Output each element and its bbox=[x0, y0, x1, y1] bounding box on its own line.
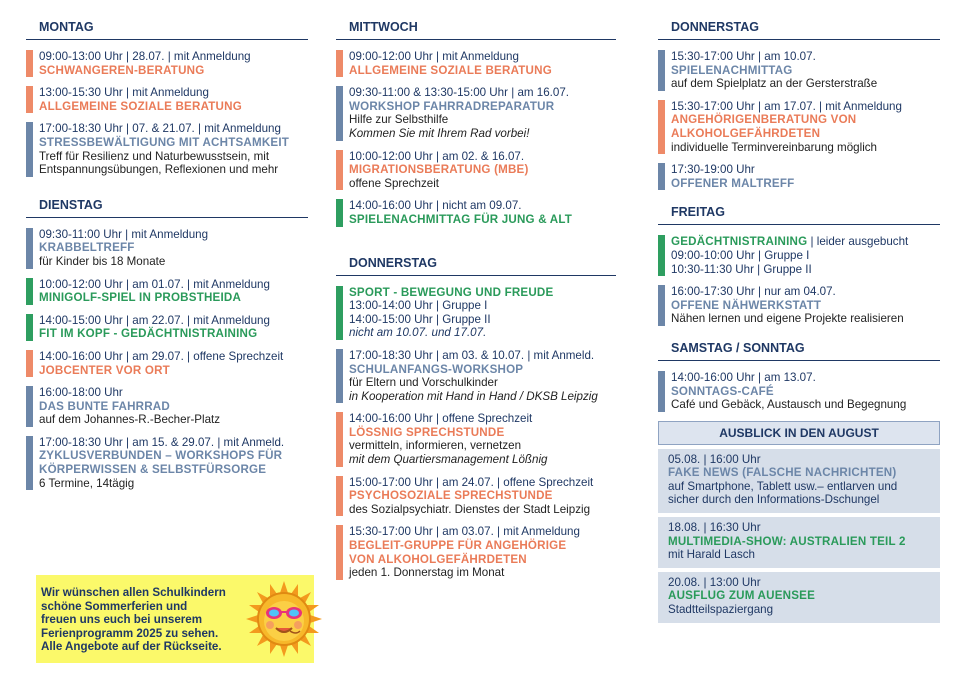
event-title: ALLGEMEINE SOZIALE BERATUNG bbox=[39, 99, 242, 113]
event-desc: 14:00-15:00 Uhr | Gruppe II bbox=[349, 312, 491, 326]
banner-text bbox=[41, 586, 246, 654]
event-time: 16:00-18:00 Uhr bbox=[39, 386, 123, 400]
event-entry bbox=[26, 350, 308, 377]
event-title: PSYCHOSOZIALE SPRECHSTUNDE bbox=[349, 489, 553, 503]
event-desc: Entspannungsübungen, Reflexionen und mehr bbox=[39, 163, 279, 177]
color-bar bbox=[26, 228, 33, 269]
day-heading-dienstag: DIENSTAG bbox=[26, 192, 308, 218]
event-entry bbox=[336, 286, 616, 340]
event-time: 16:00-17:30 Uhr | nur am 04.07. bbox=[671, 285, 836, 299]
event-title: FIT IM KOPF - GEDÄCHTNISTRAINING bbox=[39, 327, 258, 341]
event-title: OFFENER MALTREFF bbox=[671, 176, 795, 190]
event-desc: 09:00-10:00 Uhr | Gruppe I bbox=[671, 248, 810, 262]
event-title: DAS BUNTE FAHRRAD bbox=[39, 399, 170, 413]
august-desc: sicher durch den Informations-Dschungel bbox=[668, 493, 880, 507]
event-time: 09:00-12:00 Uhr | mit Anmeldung bbox=[349, 50, 519, 63]
event-time: 09:00-13:00 Uhr | 28.07. | mit Anmeldung bbox=[39, 50, 251, 63]
color-bar bbox=[26, 386, 33, 427]
event-title: SPIELENACHMITTAG FÜR JUNG & ALT bbox=[349, 212, 573, 226]
banner-line: Ferienprogramm 2025 zu sehen. bbox=[41, 626, 219, 640]
column-left bbox=[26, 14, 308, 499]
event-entry bbox=[26, 314, 308, 341]
event-time: 17:30-19:00 Uhr bbox=[671, 163, 755, 177]
color-bar bbox=[26, 122, 33, 176]
event-title: LÖSSNIG SPRECHSTUNDE bbox=[349, 425, 505, 439]
event-time: 14:00-15:00 Uhr | am 22.07. | mit Anmeldung bbox=[39, 313, 270, 327]
event-desc: Café und Gebäck, Austausch und Begegnung bbox=[671, 398, 907, 412]
event-title: MINIGOLF-SPIEL IN PROBSTHEIDA bbox=[39, 291, 242, 305]
august-date: 18.08. | 16:30 Uhr bbox=[668, 521, 761, 535]
color-bar bbox=[336, 349, 343, 403]
event-entry bbox=[336, 150, 616, 191]
event-title: SCHULANFANGS-WORKSHOP bbox=[349, 362, 524, 376]
event-desc: 6 Termine, 14tägig bbox=[39, 476, 135, 490]
color-bar bbox=[336, 412, 343, 466]
color-bar bbox=[26, 350, 33, 377]
event-title: VON ALKOHOLGEFÄHRDETEN bbox=[349, 552, 527, 566]
color-bar bbox=[26, 278, 33, 305]
august-title: MULTIMEDIA-SHOW: AUSTRALIEN TEIL 2 bbox=[668, 534, 906, 548]
event-desc: Hilfe zur Selbsthilfe bbox=[349, 113, 449, 127]
august-date: 05.08. | 16:00 Uhr bbox=[668, 452, 761, 466]
august-title: FAKE NEWS (FALSCHE NACHRICHTEN) bbox=[668, 466, 897, 480]
event-title: STRESSBEWÄLTIGUNG MIT ACHTSAMKEIT bbox=[39, 135, 290, 149]
event-title: SPIELENACHMITTAG bbox=[671, 63, 793, 77]
event-time: 10:00-12:00 Uhr | am 01.07. | mit Anmeldung bbox=[39, 277, 270, 291]
event-title: ZYKLUSVERBUNDEN – WORKSHOPS FÜR bbox=[39, 449, 283, 463]
event-time: 15:30-17:00 Uhr | am 10.07. bbox=[671, 50, 816, 63]
event-entry bbox=[658, 235, 940, 276]
event-title: KÖRPERWISSEN & SELBSTFÜRSORGE bbox=[39, 463, 267, 477]
event-title: WORKSHOP FAHRRADREPARATUR bbox=[349, 99, 555, 113]
event-title: SCHWANGEREN-BERATUNG bbox=[39, 63, 205, 77]
event-time: 10:00-12:00 Uhr | am 02. & 16.07. bbox=[349, 149, 525, 163]
event-desc: jeden 1. Donnerstag im Monat bbox=[349, 566, 505, 580]
day-heading-montag: MONTAG bbox=[26, 14, 308, 40]
day-heading-donnerstag: DONNERSTAG bbox=[336, 250, 616, 276]
color-bar bbox=[336, 86, 343, 140]
august-outlook-heading: AUSBLICK IN DEN AUGUST bbox=[658, 421, 940, 445]
event-entry bbox=[336, 199, 616, 226]
color-bar bbox=[658, 163, 665, 190]
color-bar bbox=[26, 50, 33, 77]
august-item bbox=[658, 517, 940, 568]
event-time: 14:00-16:00 Uhr | am 13.07. bbox=[671, 370, 816, 384]
event-entry bbox=[336, 86, 616, 140]
event-desc: vermitteln, informieren, vernetzen bbox=[349, 439, 522, 453]
event-time: 09:30-11:00 & 13:30-15:00 Uhr | am 16.07. bbox=[349, 86, 570, 100]
event-title: MIGRATIONSBERATUNG (MBE) bbox=[349, 163, 529, 177]
august-date: 20.08. | 13:00 Uhr bbox=[668, 575, 761, 589]
event-time: 14:00-16:00 Uhr | offene Sprechzeit bbox=[349, 412, 533, 426]
event-time: 14:00-16:00 Uhr | am 29.07. | offene Sprechzeit bbox=[39, 349, 284, 363]
event-desc: auf dem Johannes-R.-Becher-Platz bbox=[39, 413, 221, 427]
color-bar bbox=[336, 50, 343, 77]
day-heading-freitag: FREITAG bbox=[658, 199, 940, 225]
event-title: JOBCENTER VOR ORT bbox=[39, 363, 170, 377]
event-entry bbox=[26, 50, 308, 77]
event-desc: Nähen lernen und eigene Projekte realisieren bbox=[671, 312, 904, 326]
event-time: 09:30-11:00 Uhr | mit Anmeldung bbox=[39, 227, 209, 241]
event-desc: in Kooperation mit Hand in Hand / DKSB Leipzig bbox=[349, 389, 598, 403]
event-time: 15:30-17:00 Uhr | am 17.07. | mit Anmeldung bbox=[671, 99, 902, 113]
column-right bbox=[658, 14, 940, 627]
event-title: ALKOHOLGEFÄHRDETEN bbox=[671, 126, 821, 140]
event-desc: 10:30-11:30 Uhr | Gruppe II bbox=[671, 262, 812, 276]
event-entry bbox=[26, 122, 308, 176]
august-desc: mit Harald Lasch bbox=[668, 548, 755, 562]
event-desc: für Eltern und Vorschulkinder bbox=[349, 376, 498, 390]
event-entry bbox=[26, 278, 308, 305]
event-time: 15:30-17:00 Uhr | am 03.07. | mit Anmeldung bbox=[349, 525, 580, 539]
event-desc: offene Sprechzeit bbox=[349, 176, 440, 190]
day-heading-mittwoch: MITTWOCH bbox=[336, 14, 616, 40]
color-bar bbox=[658, 235, 665, 276]
color-bar bbox=[26, 436, 33, 490]
august-item bbox=[658, 572, 940, 623]
event-entry bbox=[658, 50, 940, 91]
event-entry bbox=[26, 436, 308, 490]
event-title: BEGLEIT-GRUPPE FÜR ANGEHÖRIGE bbox=[349, 539, 567, 553]
event-entry bbox=[658, 371, 940, 412]
summer-greeting-banner bbox=[36, 575, 314, 663]
event-title: OFFENE NÄHWERKSTATT bbox=[671, 298, 822, 312]
event-entry bbox=[658, 285, 940, 326]
event-time: 17:00-18:30 Uhr | 07. & 21.07. | mit Anmeldung bbox=[39, 122, 281, 136]
event-note: | leider ausgebucht bbox=[807, 235, 909, 249]
event-time: 14:00-16:00 Uhr | nicht am 09.07. bbox=[349, 199, 522, 213]
event-desc: nicht am 10.07. und 17.07. bbox=[349, 326, 487, 340]
day-heading-donnerstag: DONNERSTAG bbox=[658, 14, 940, 40]
event-entry bbox=[336, 50, 616, 77]
banner-line: Wir wünschen allen Schulkindern bbox=[41, 586, 226, 599]
day-heading-wochenende: SAMSTAG / SONNTAG bbox=[658, 335, 940, 361]
sun-with-sunglasses-icon bbox=[246, 581, 322, 662]
event-desc: mit dem Quartiersmanagement Lößnig bbox=[349, 453, 548, 467]
color-bar bbox=[336, 286, 343, 340]
event-entry bbox=[336, 525, 616, 579]
event-title: KRABBELTREFF bbox=[39, 241, 135, 255]
color-bar bbox=[336, 476, 343, 517]
banner-line: Alle Angebote auf der Rückseite. bbox=[41, 640, 222, 654]
event-desc: individuelle Terminvereinbarung möglich bbox=[671, 140, 878, 154]
event-title: SONNTAGS-CAFÉ bbox=[671, 384, 774, 398]
event-desc: auf dem Spielplatz an der Gersterstraße bbox=[671, 77, 878, 91]
color-bar bbox=[658, 50, 665, 91]
event-title: ALLGEMEINE SOZIALE BERATUNG bbox=[349, 63, 552, 77]
event-desc: 13:00-14:00 Uhr | Gruppe I bbox=[349, 299, 488, 313]
banner-line: freuen uns euch bei unserem bbox=[41, 613, 203, 627]
event-entry bbox=[26, 386, 308, 427]
banner-line: schöne Sommerferien und bbox=[41, 599, 188, 613]
event-entry bbox=[658, 163, 940, 190]
event-desc: für Kinder bis 18 Monate bbox=[39, 254, 166, 268]
color-bar bbox=[658, 371, 665, 412]
event-time: 17:00-18:30 Uhr | am 03. & 10.07. | mit Anmeld. bbox=[349, 348, 595, 362]
event-title: ANGEHÖRIGENBERATUNG VON bbox=[671, 113, 857, 127]
event-entry bbox=[26, 228, 308, 269]
color-bar bbox=[336, 199, 343, 226]
august-title: AUSFLUG ZUM AUENSEE bbox=[668, 589, 816, 603]
august-item bbox=[658, 449, 940, 513]
event-entry bbox=[336, 476, 616, 517]
event-time: 17:00-18:30 Uhr | am 15. & 29.07. | mit Anmeld. bbox=[39, 435, 285, 449]
event-title: SPORT - BEWEGUNG UND FREUDE bbox=[349, 285, 554, 299]
color-bar bbox=[26, 86, 33, 113]
august-desc: Stadtteilspaziergang bbox=[668, 603, 774, 617]
event-time: 15:00-17:00 Uhr | am 24.07. | offene Sprechzeit bbox=[349, 475, 594, 489]
color-bar bbox=[336, 150, 343, 191]
event-desc: Treff für Resilienz und Naturbewusstsein, mit bbox=[39, 149, 270, 163]
event-desc: des Sozialpsychiatr. Dienstes der Stadt Leipzig bbox=[349, 502, 591, 516]
august-desc: auf Smartphone, Tablett usw.– entlarven und bbox=[668, 479, 898, 493]
color-bar bbox=[658, 100, 665, 154]
event-entry bbox=[336, 412, 616, 466]
color-bar bbox=[26, 314, 33, 341]
event-time: 13:00-15:30 Uhr | mit Anmeldung bbox=[39, 86, 209, 100]
event-entry bbox=[26, 86, 308, 113]
event-entry bbox=[658, 100, 940, 154]
color-bar bbox=[336, 525, 343, 579]
event-desc: Kommen Sie mit Ihrem Rad vorbei! bbox=[349, 126, 530, 140]
color-bar bbox=[658, 285, 665, 326]
event-title: GEDÄCHTNISTRAINING bbox=[671, 235, 808, 249]
column-middle bbox=[336, 14, 616, 589]
event-entry bbox=[336, 349, 616, 403]
